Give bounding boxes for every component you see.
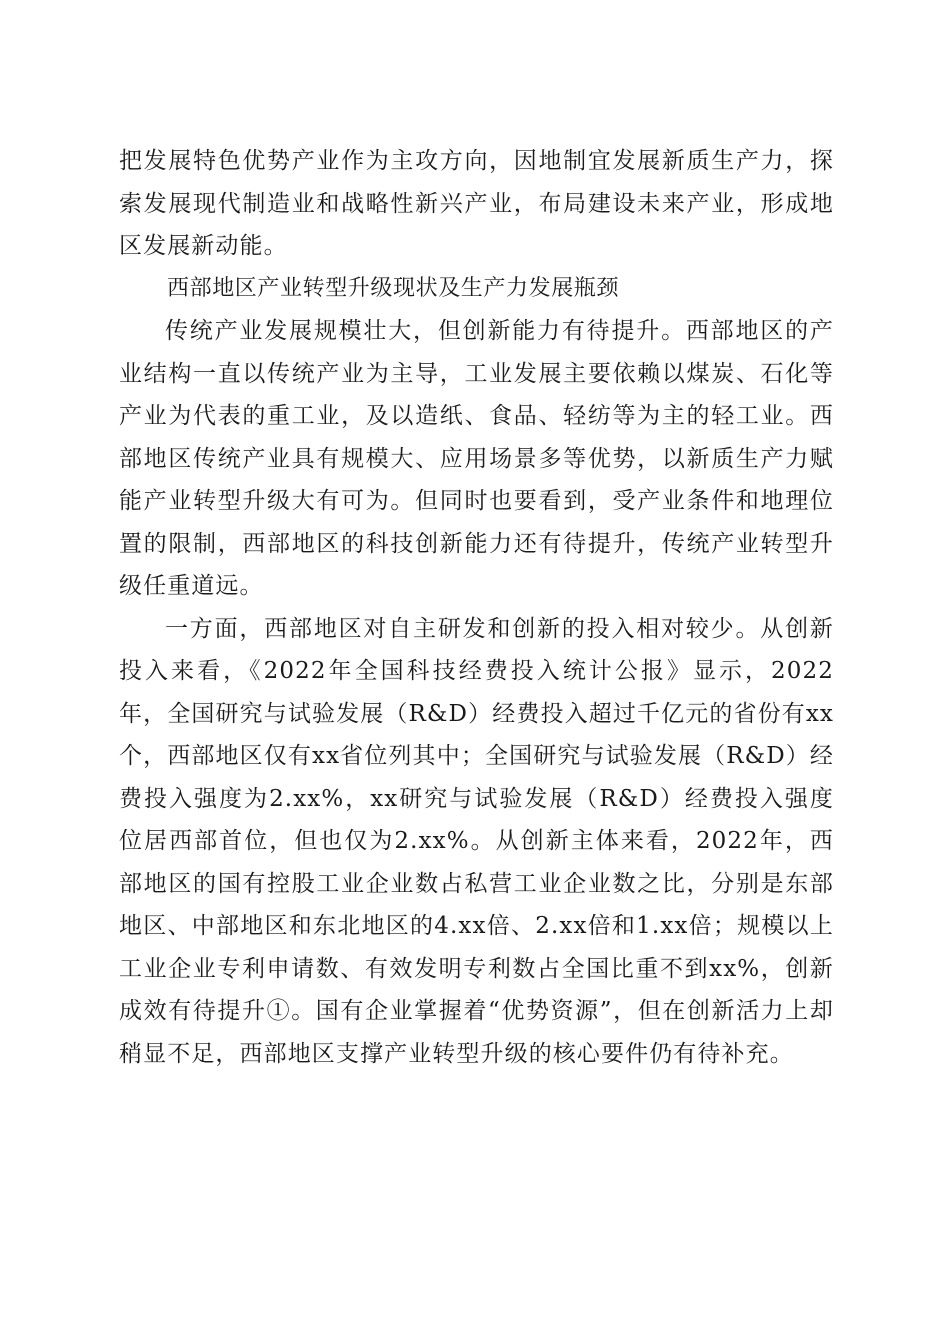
section-heading: 西部地区产业转型升级现状及生产力发展瓶颈: [167, 275, 620, 301]
paragraph-innovation-investment: 一方面，西部地区对自主研发和创新的投入相对较少。从创新投入来看，《2022年全国科技经费投入统计公报》显示，2022年，全国研究与试验发展（R&D）经费投入超过千亿元的省份有xx个，西部地区仅有xx省位列其中；全国研究与试验发展（R&D）经费投入强度为2.xx%，xx研究与试验发展（R&D）经费投入强度位居西部首位，但也仅为2.xx%。从创新主体来看，2022年，西部地区的国有控股工业企业数占私营工业企业数之比，分别是东部地区、中部地区和东北地区的4.xx倍、2.xx倍和1.xx倍；规模以上工业企业专利申请数、有效发明专利数占全国比重不到xx%，创新成效有待提升①。国有企业掌握着“优势资源”，但在创新活力上却稍显不足，西部地区支撑产业转型升级的核心要件仍有待补充。: [119, 615, 834, 1067]
document-body: [119, 140, 834, 1075]
paragraph-intro-continuation: 把发展特色优势产业作为主攻方向，因地制宜发展新质生产力，探索发展现代制造业和战略性新兴产业，布局建设未来产业，形成地区发展新动能。: [119, 148, 834, 259]
paragraph-traditional-industry: 传统产业发展规模壮大，但创新能力有待提升。西部地区的产业结构一直以传统产业为主导，工业发展主要依赖以煤炭、石化等产业为代表的重工业，及以造纸、食品、轻纺等为主的轻工业。西部地区传统产业具有规模大、应用场景多等优势，以新质生产力赋能产业转型升级大有可为。但同时也要看到，受产业条件和地理位置的限制，西部地区的科技创新能力还有待提升，传统产业转型升级任重道远。: [119, 318, 834, 599]
